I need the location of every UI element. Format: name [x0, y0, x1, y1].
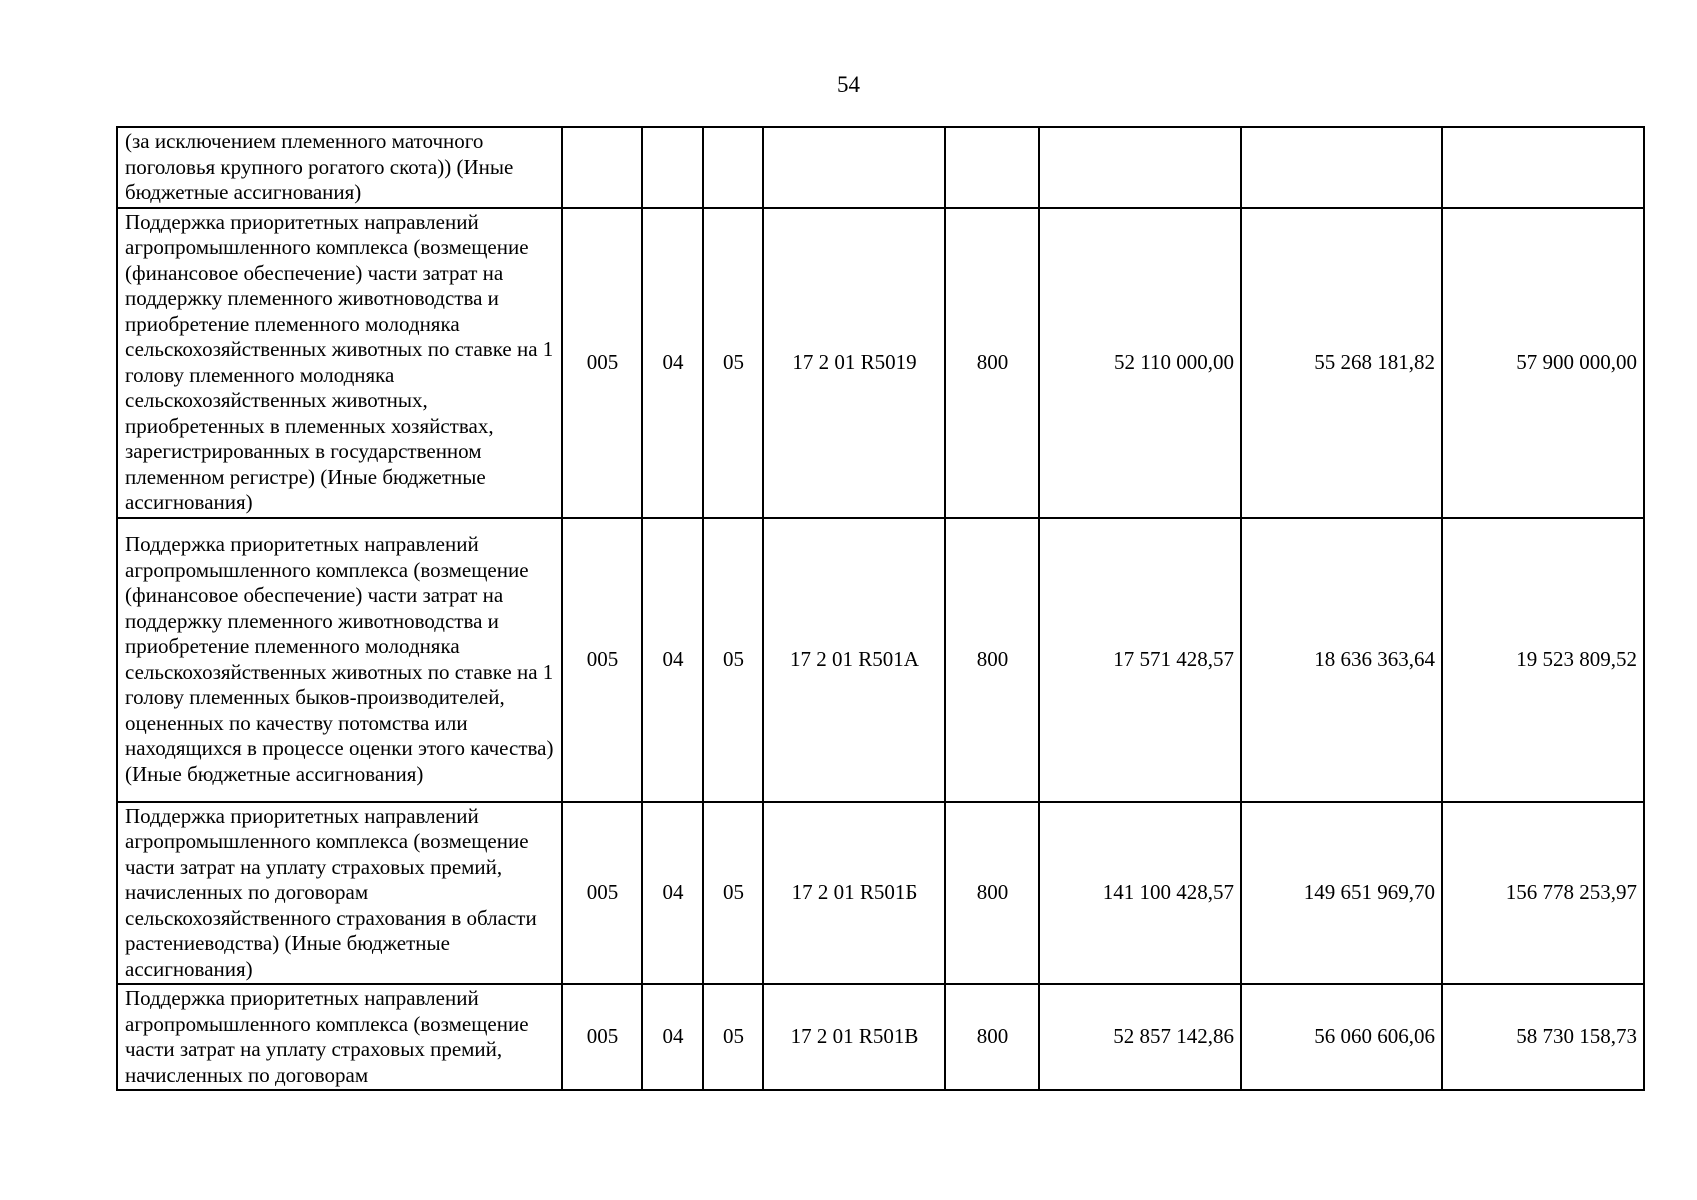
expense-type-cell: 800 — [945, 208, 1039, 518]
subsection-code-cell: 05 — [703, 518, 763, 802]
table-row — [117, 208, 1644, 518]
amount-year-3-cell: 58 730 158,73 — [1442, 984, 1644, 1090]
amount-year-1-cell: 17 571 428,57 — [1039, 518, 1241, 802]
subsection-code-cell: 05 — [703, 208, 763, 518]
amount-year-1-cell — [1039, 127, 1241, 208]
budget-table — [116, 126, 1645, 1091]
amount-year-2-cell: 55 268 181,82 — [1241, 208, 1442, 518]
section-code-cell: 04 — [642, 208, 703, 518]
amount-year-2-cell — [1241, 127, 1442, 208]
target-article-cell: 17 2 01 R501В — [763, 984, 945, 1090]
table-row — [117, 984, 1644, 1090]
subsection-code-cell: 05 — [703, 984, 763, 1090]
amount-year-2-cell: 56 060 606,06 — [1241, 984, 1442, 1090]
description-cell: Поддержка приоритетных направлений агропромышленного комплекса (возмещение (финансовое обеспечение) части затрат на поддержку племенного животноводства и приобретение племенного молодняка сельскохозяйственных животных по ставке на 1 голову племенного молодняка сельскохозяйственных животных, приобретенных в племенных хозяйствах, зарегистрированных в государственном племенном регистре) (Иные бюджетные ассигнования) — [117, 208, 562, 518]
ministry-code-cell: 005 — [562, 518, 642, 802]
table-row — [117, 802, 1644, 985]
section-code-cell: 04 — [642, 984, 703, 1090]
ministry-code-cell — [562, 127, 642, 208]
expense-type-cell — [945, 127, 1039, 208]
expense-type-cell: 800 — [945, 984, 1039, 1090]
amount-year-3-cell — [1442, 127, 1644, 208]
description-cell: Поддержка приоритетных направлений агропромышленного комплекса (возмещение (финансовое обеспечение) части затрат на поддержку племенного животноводства и приобретение племенного молодняка сельскохозяйственных животных по ставке на 1 голову племенных быков-производителей, оцененных по качеству потомства или находящихся в процессе оценки этого качества) (Иные бюджетные ассигнования) — [117, 518, 562, 802]
table-row — [117, 518, 1644, 802]
amount-year-3-cell: 19 523 809,52 — [1442, 518, 1644, 802]
amount-year-1-cell: 52 857 142,86 — [1039, 984, 1241, 1090]
target-article-cell: 17 2 01 R501А — [763, 518, 945, 802]
ministry-code-cell: 005 — [562, 208, 642, 518]
ministry-code-cell: 005 — [562, 984, 642, 1090]
ministry-code-cell: 005 — [562, 802, 642, 985]
table-row — [117, 127, 1644, 208]
amount-year-1-cell: 52 110 000,00 — [1039, 208, 1241, 518]
table-body — [117, 127, 1644, 1090]
amount-year-2-cell: 18 636 363,64 — [1241, 518, 1442, 802]
page-number: 54 — [837, 72, 860, 97]
expense-type-cell: 800 — [945, 802, 1039, 985]
target-article-cell: 17 2 01 R501Б — [763, 802, 945, 985]
amount-year-1-cell: 141 100 428,57 — [1039, 802, 1241, 985]
section-code-cell: 04 — [642, 802, 703, 985]
amount-year-2-cell: 149 651 969,70 — [1241, 802, 1442, 985]
description-cell: (за исключением племенного маточного поголовья крупного рогатого скота)) (Иные бюджетные ассигнования) — [117, 127, 562, 208]
expense-type-cell: 800 — [945, 518, 1039, 802]
subsection-code-cell — [703, 127, 763, 208]
section-code-cell — [642, 127, 703, 208]
section-code-cell: 04 — [642, 518, 703, 802]
description-cell: Поддержка приоритетных направлений агропромышленного комплекса (возмещение части затрат на уплату страховых премий, начисленных по договорам — [117, 984, 562, 1090]
subsection-code-cell: 05 — [703, 802, 763, 985]
target-article-cell — [763, 127, 945, 208]
description-cell: Поддержка приоритетных направлений агропромышленного комплекса (возмещение части затрат на уплату страховых премий, начисленных по договорам сельскохозяйственного страхования в области растениеводства) (Иные бюджетные ассигнования) — [117, 802, 562, 985]
amount-year-3-cell: 156 778 253,97 — [1442, 802, 1644, 985]
target-article-cell: 17 2 01 R5019 — [763, 208, 945, 518]
amount-year-3-cell: 57 900 000,00 — [1442, 208, 1644, 518]
